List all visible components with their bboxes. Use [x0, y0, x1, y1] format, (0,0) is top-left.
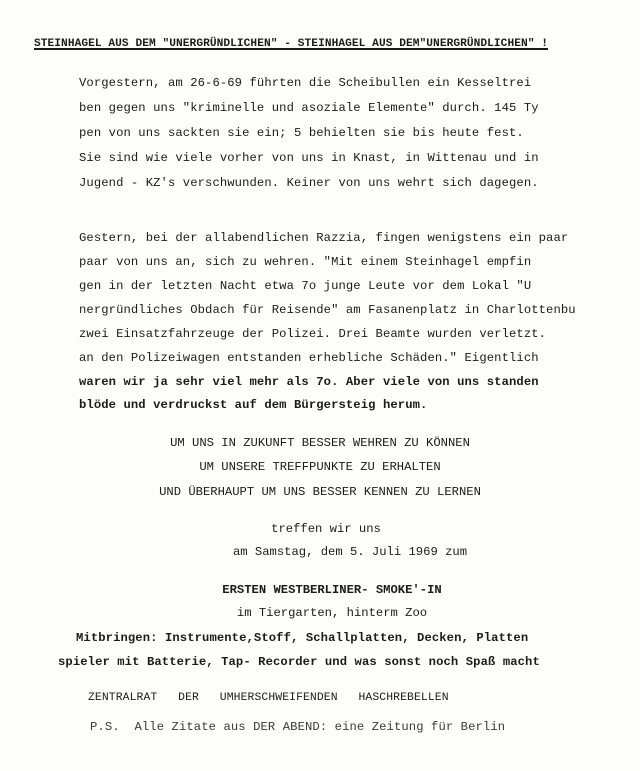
slogan-line-3: UND ÜBERHAUPT UM UNS BESSER KENNEN ZU LERNEN [159, 485, 481, 499]
paragraph-1-line-2: ben gegen uns "kriminelle und asoziale Elemente" durch. 145 Ty [79, 101, 539, 115]
paragraph-1-line-3: pen von uns sackten sie ein; 5 behielten sie bis heute fest. [79, 126, 524, 140]
paragraph-2-line-4: nergründliches Obdach für Reisende" am Fasanenplatz in Charlottenbu [79, 303, 576, 317]
paragraph-2-line-6: an den Polizeiwagen entstanden erhebliche Schäden." Eigentlich [79, 351, 539, 365]
paragraph-1-line-1: Vorgestern, am 26-6-69 führten die Scheibullen ein Kesseltrei [79, 76, 532, 90]
slogan-line-2: UM UNSERE TREFFPUNKTE ZU ERHALTEN [199, 460, 441, 474]
slogan-line-1: UM UNS IN ZUKUNFT BESSER WEHREN ZU KÖNNEN [170, 436, 470, 450]
paragraph-2-line-5: zwei Einsatzfahrzeuge der Polizei. Drei Beamte wurden verletzt. [79, 327, 547, 341]
paragraph-2-line-8: blöde und verdruckst auf dem Bürgersteig herum. [79, 398, 428, 412]
signature: ZENTRALRAT DER UMHERSCHWEIFENDEN HASCHREBELLEN [88, 692, 449, 704]
paragraph-1-line-4: Sie sind wie viele vorher von uns in Knast, in Wittenau und in [79, 151, 539, 165]
paragraph-2-line-1: Gestern, bei der allabendlichen Razzia, fingen wenigstens ein paar [79, 231, 569, 245]
event-name: ERSTEN WESTBERLINER- SMOKE'-IN [222, 583, 442, 597]
bring-line-1: Mitbringen: Instrumente,Stoff, Schallplatten, Decken, Platten [76, 631, 529, 645]
paragraph-1-line-5: Jugend - KZ's verschwunden. Keiner von uns wehrt sich dagegen. [79, 176, 539, 190]
paragraph-2-line-3: gen in der letzten Nacht etwa 7o junge Leute vor dem Lokal "U [79, 279, 532, 293]
meeting-line-1: treffen wir uns [271, 522, 381, 536]
paragraph-2-line-7: waren wir ja sehr viel mehr als 7o. Aber viele von uns standen [79, 375, 539, 389]
paragraph-2-line-2: paar von uns an, sich zu wehren. "Mit einem Steinhagel empfin [79, 255, 532, 269]
postscript: P.S. Alle Zitate aus DER ABEND: eine Zeitung für Berlin [90, 720, 506, 734]
document-header: STEINHAGEL AUS DEM "UNERGRÜNDLICHEN" - STEINHAGEL AUS DEM"UNERGRÜNDLICHEN" ! [34, 38, 549, 50]
event-location: im Tiergarten, hinterm Zoo [236, 606, 428, 620]
meeting-line-2: am Samstag, dem 5. Juli 1969 zum [232, 545, 468, 559]
bring-line-2: spieler mit Batterie, Tap- Recorder und was sonst noch Spaß macht [58, 655, 540, 669]
